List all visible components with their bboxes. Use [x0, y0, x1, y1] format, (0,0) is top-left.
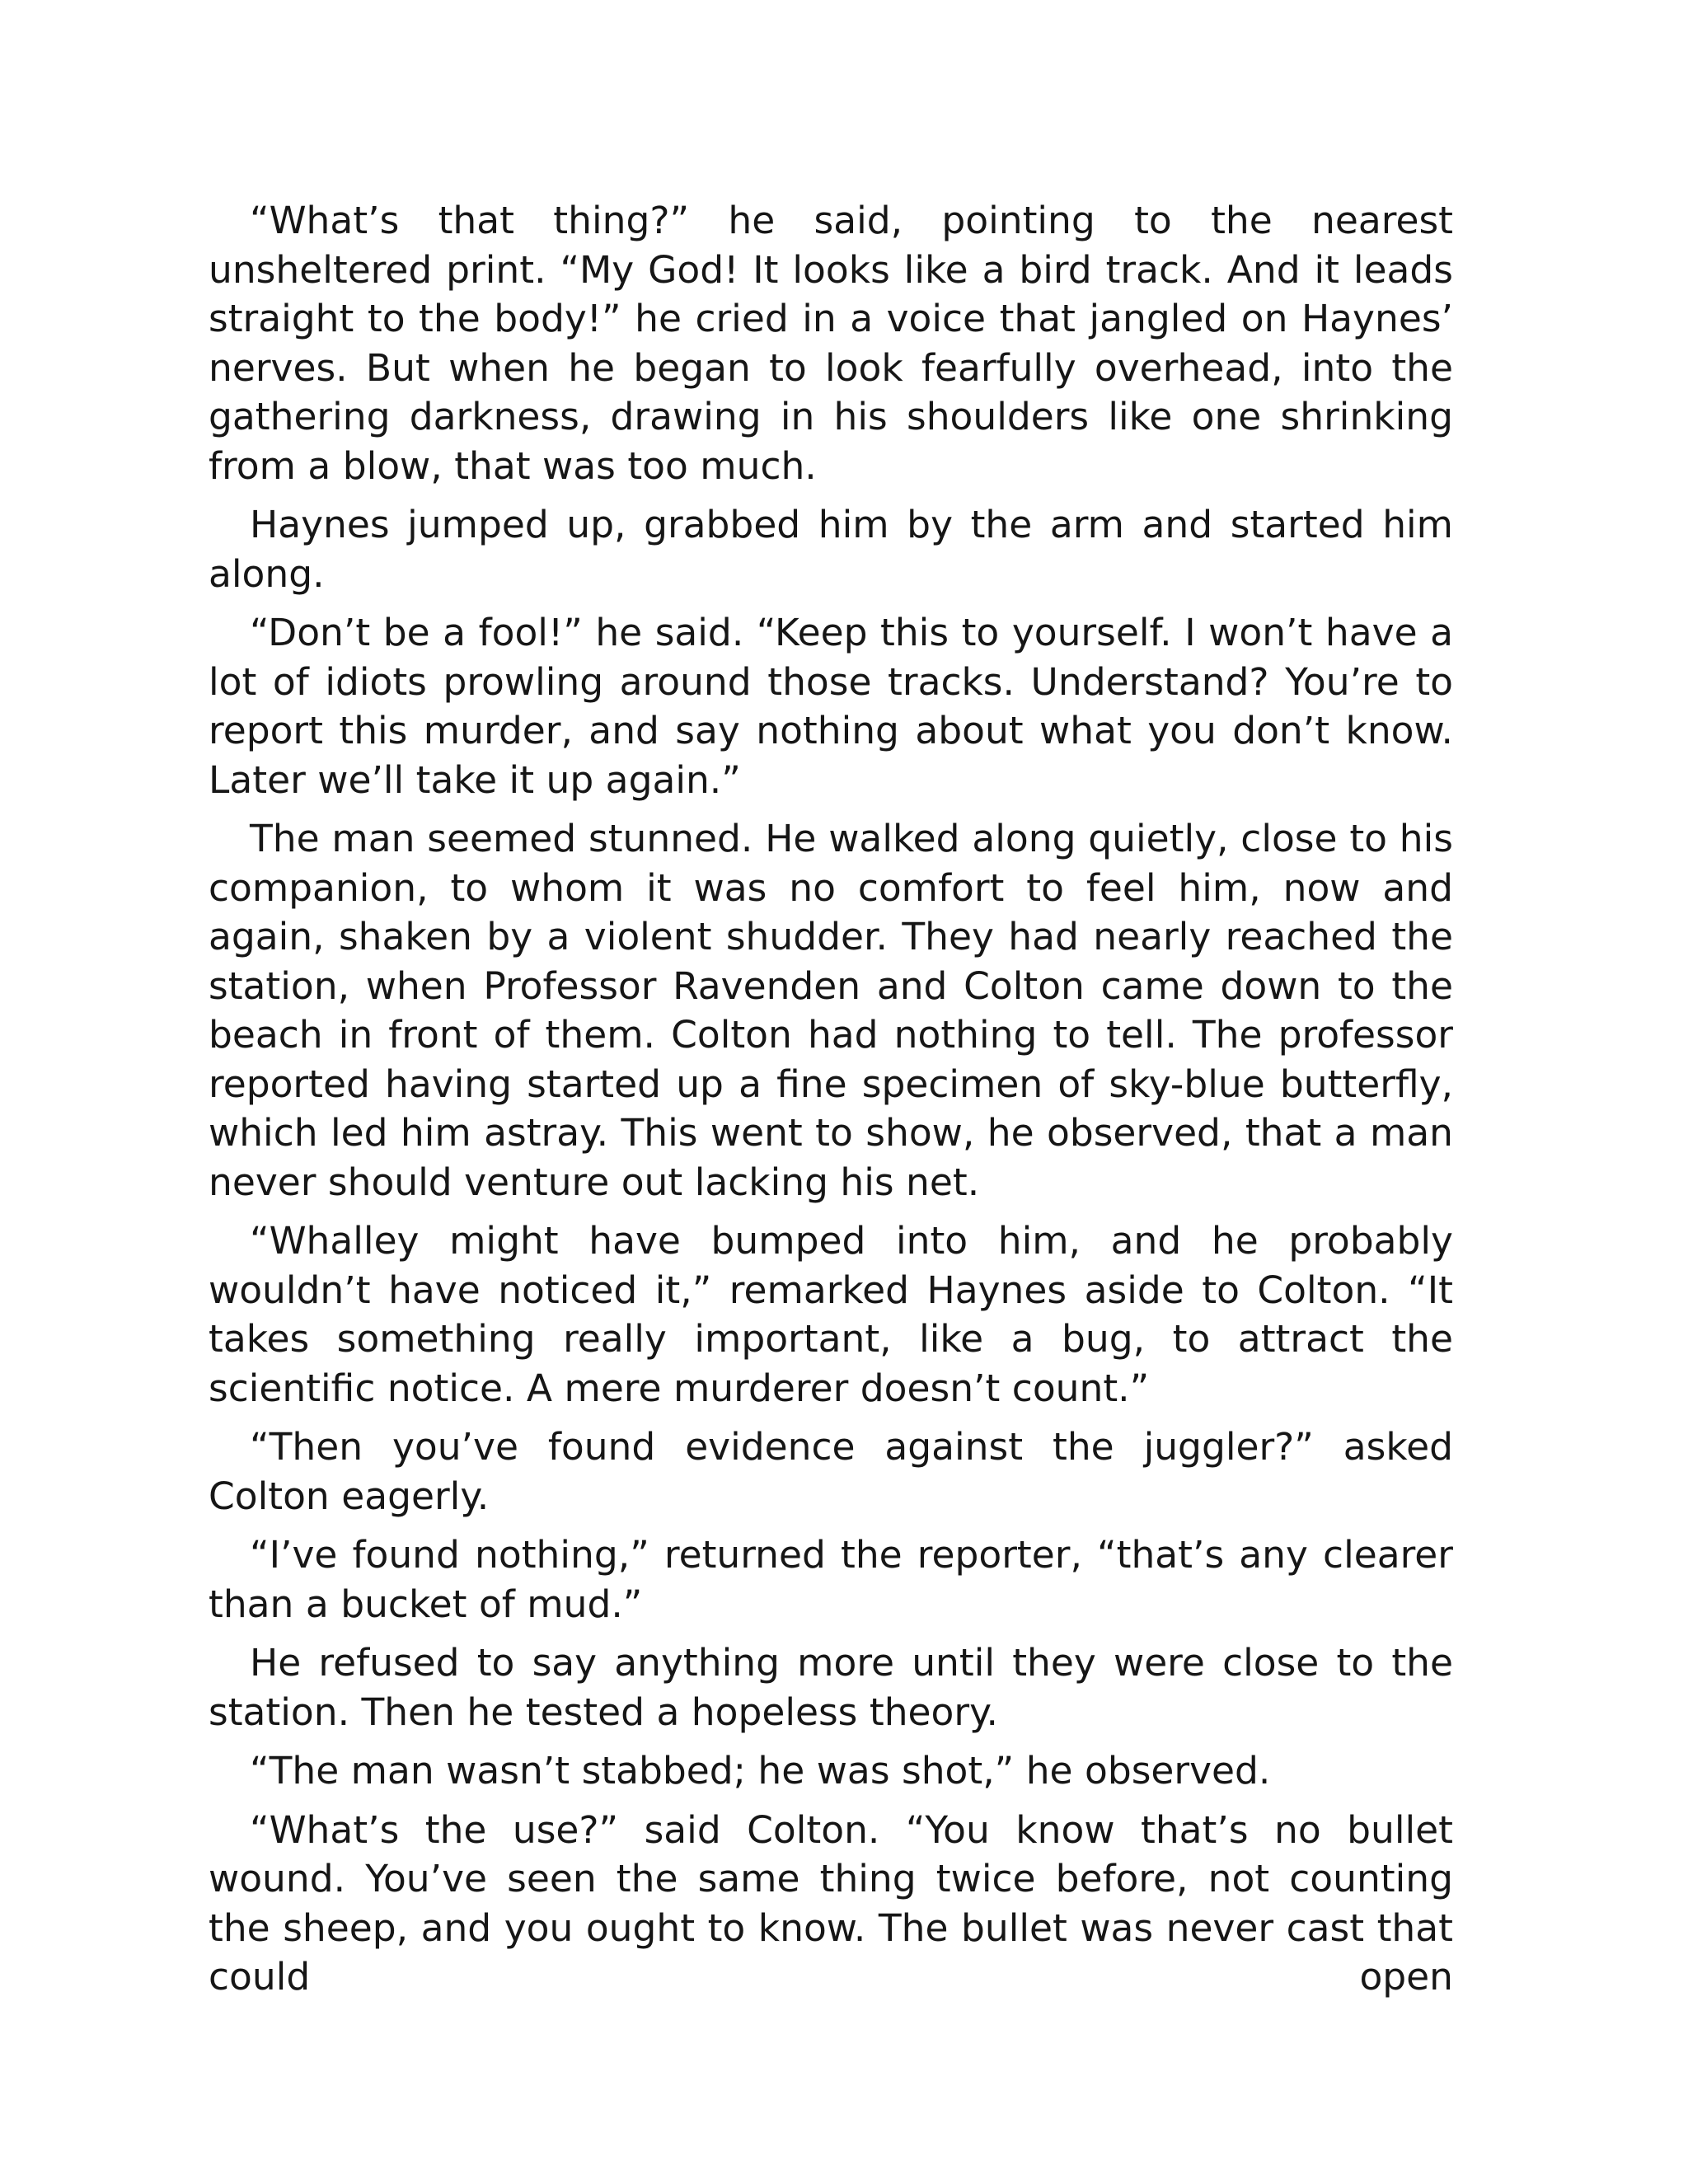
paragraph-1: “What’s that thing?” he said, pointing to the nearest unsheltered print. “My God! It looks like a bird track. And it leads straight to the body!” he cried in a voice that jangled on Haynes’ nerves. But when he began to look fearfully overhead, into the gathering darkness, drawing in his shoulders like one shrinking from a blow, that was too much. [209, 199, 1453, 488]
paragraph-7: “I’ve found nothing,” returned the reporter, “that’s any clearer than a bucket of mud.” [209, 1533, 1453, 1626]
paragraph-5: “Whalley might have bumped into him, and he probably wouldn’t have noticed it,” remarked Haynes aside to Colton. “It takes something really important, like a bug, to attract the scientific notice. A mere murderer doesn’t count.” [209, 1219, 1453, 1410]
paragraph-3: “Don’t be a fool!” he said. “Keep this to yourself. I won’t have a lot of idiots prowling around those tracks. Understand? You’re to report this murder, and say nothing about what you don’t know. Later we’ll take it up again.” [209, 611, 1453, 802]
paragraph-6: “Then you’ve found evidence against the juggler?” asked Colton eagerly. [209, 1425, 1453, 1518]
paragraph-9: “The man wasn’t stabbed; he was shot,” he observed. [250, 1749, 1271, 1793]
paragraph-2: Haynes jumped up, grabbed him by the arm and started him along. [209, 503, 1453, 596]
paragraph-8: He refused to say anything more until they were close to the station. Then he tested a hopeless theory. [209, 1641, 1453, 1734]
paragraph-10: “What’s the use?” said Colton. “You know that’s no bullet wound. You’ve seen the same thing twice before, not counting the sheep, and you ought to know. The bullet was never cast that could open [209, 1807, 1453, 1999]
page-body [209, 196, 1453, 2012]
paragraph-4: The man seemed stunned. He walked along quietly, close to his companion, to whom it was no comfort to feel him, now and again, shaken by a violent shudder. They had nearly reached the station, when Professor Ravenden and Colton came down to the beach in front of them. Colton had nothing to tell. The professor reported having started up a fine specimen of sky-blue butterfly, which led him astray. This went to show, he observed, that a man never should venture out lacking his net. [209, 817, 1453, 1204]
